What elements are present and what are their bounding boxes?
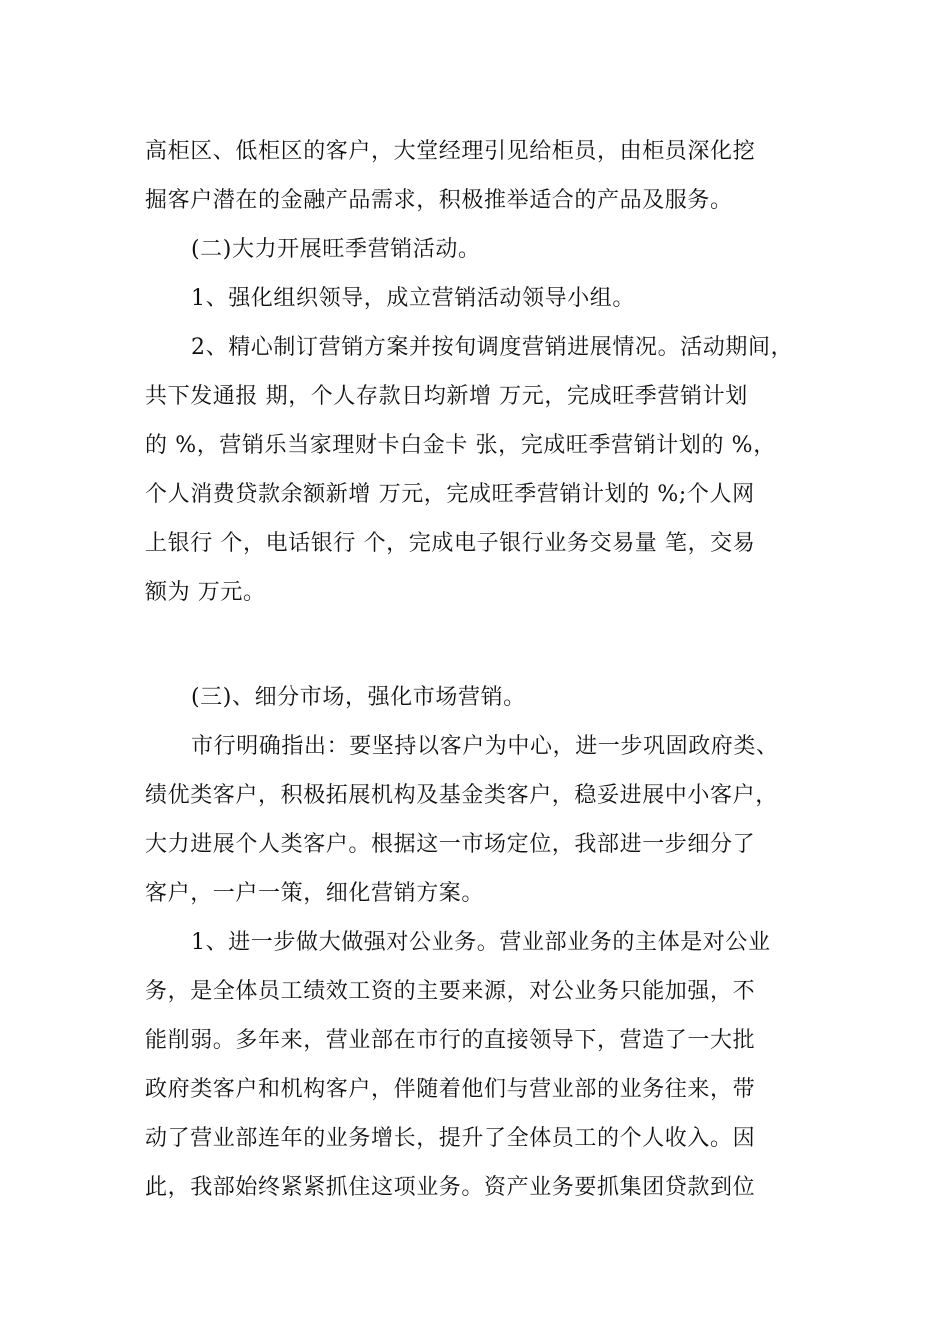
text-line: 1、强化组织领导，成立营销活动领导小组。 bbox=[191, 286, 635, 311]
text-line: 共下发通报 期，个人存款日均新增 万元，完成旺季营销计划 bbox=[145, 384, 748, 409]
section-heading-3: (三)、细分市场，强化市场营销。 bbox=[191, 685, 526, 710]
text-block-lower bbox=[145, 673, 815, 1212]
text-line: 个人消费贷款余额新增 万元，完成旺季营销计划的 %;个人网 bbox=[145, 482, 755, 507]
text-line: 能削弱。多年来，营业部在市行的直接领导下，营造了一大批 bbox=[145, 1028, 756, 1053]
text-line: 上银行 个，电话银行 个，完成电子银行业务交易量 笔，交易 bbox=[145, 531, 756, 556]
text-line: 掘客户潜在的金融产品需求，积极推举适合的产品及服务。 bbox=[145, 188, 733, 213]
text-line: 1、进一步做大做强对公业务。营业部业务的主体是对公业 bbox=[191, 930, 771, 955]
text-line: 高柜区、低柜区的客户，大堂经理引见给柜员，由柜员深化挖 bbox=[145, 139, 756, 164]
text-line: 客户，一户一策，细化营销方案。 bbox=[145, 881, 485, 906]
text-line: 务，是全体员工绩效工资的主要来源，对公业务只能加强，不 bbox=[145, 979, 756, 1004]
text-line: 大力进展个人类客户。根据这一市场定位，我部进一步细分了 bbox=[145, 832, 756, 857]
text-block-upper bbox=[145, 127, 815, 617]
text-line: 此，我部始终紧紧抓住这项业务。资产业务要抓集团贷款到位 bbox=[145, 1175, 756, 1200]
section-heading-2: (二)大力开展旺季营销活动。 bbox=[191, 237, 481, 262]
text-line: 额为 万元。 bbox=[145, 580, 266, 605]
text-line: 绩优类客户，积极拓展机构及基金类客户，稳妥进展中小客户， bbox=[145, 783, 778, 808]
text-line: 的 %，营销乐当家理财卡白金卡 张，完成旺季营销计划的 %， bbox=[145, 433, 776, 458]
text-line: 市行明确指出：要坚持以客户为中心，进一步巩固政府类、 bbox=[191, 734, 779, 759]
text-line: 动了营业部连年的业务增长，提升了全体员工的个人收入。因 bbox=[145, 1126, 756, 1151]
text-line: 2、精心制订营销方案并按旬调度营销进展情况。活动期间， bbox=[191, 335, 794, 360]
text-line: 政府类客户和机构客户，伴随着他们与营业部的业务往来，带 bbox=[145, 1077, 756, 1102]
